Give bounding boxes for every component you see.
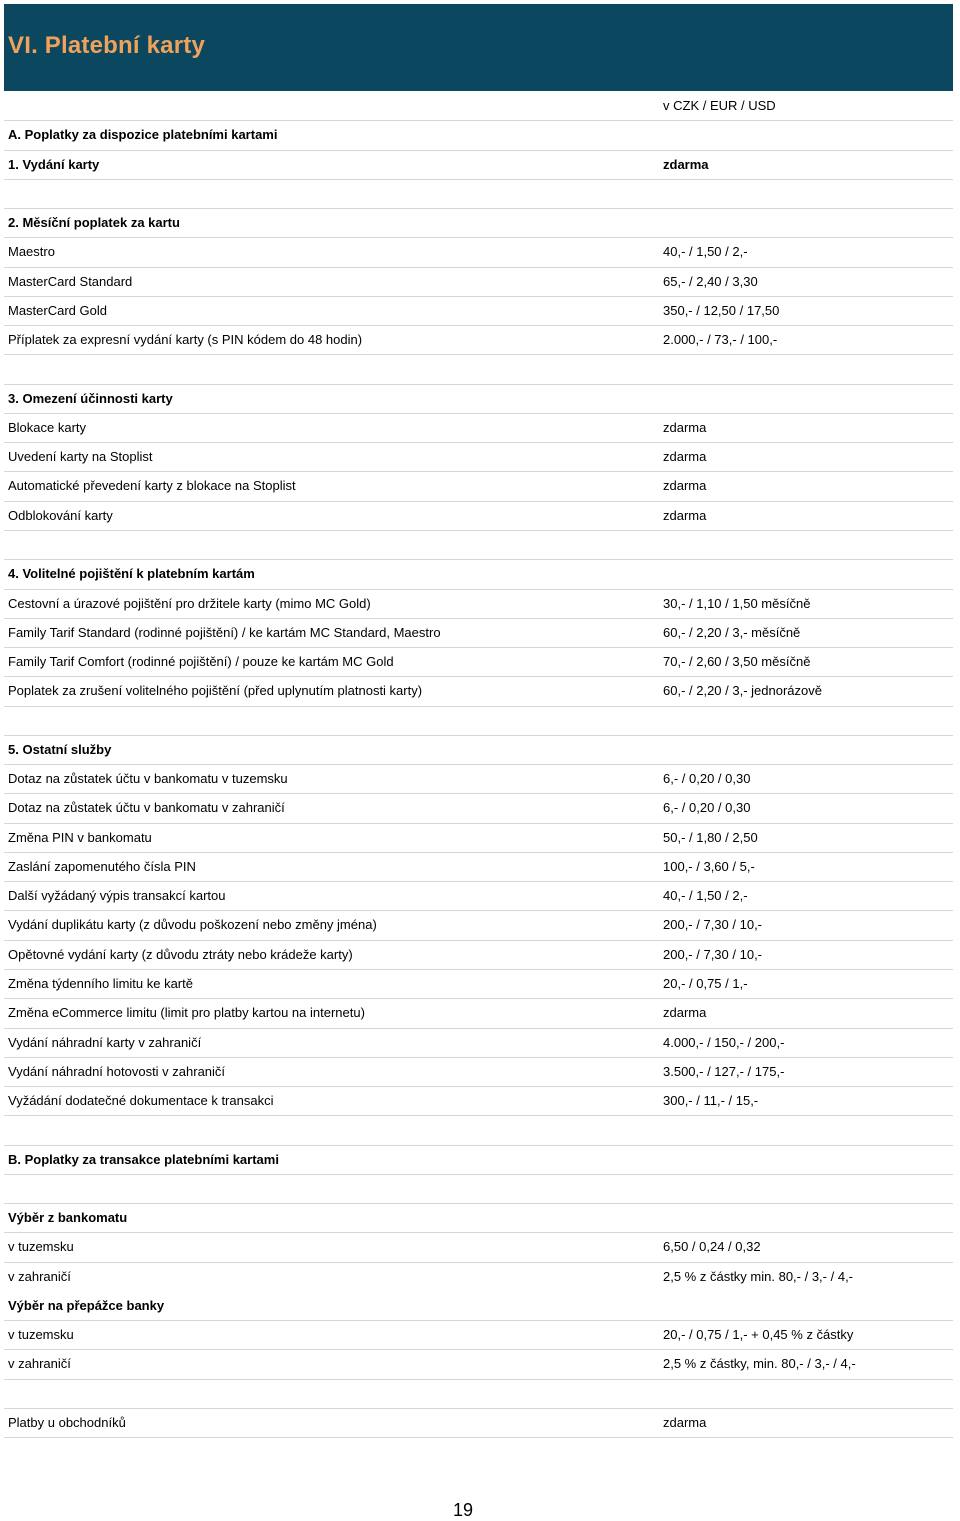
table-row — [4, 151, 953, 180]
blank-row — [4, 180, 953, 209]
fee-label: Family Tarif Standard (rodinné pojištění) / ke kartám MC Standard, Maestro — [8, 624, 441, 640]
fee-label: Vydání náhradní hotovosti v zahraničí — [8, 1063, 226, 1079]
fee-value: 4.000,- / 150,- / 200,- — [663, 1034, 785, 1050]
fee-label: Automatické převedení karty z blokace na Stoplist — [8, 478, 296, 494]
table-row — [4, 1263, 953, 1292]
fee-label: Další vyžádaný výpis transakcí kartou — [8, 888, 226, 904]
fee-label: Uvedení karty na Stoplist — [8, 449, 153, 465]
table-row — [4, 736, 953, 765]
table-row — [4, 999, 953, 1028]
fee-label: Změna týdenního limitu ke kartě — [8, 975, 193, 991]
fee-label: 1. Vydání karty — [8, 156, 100, 172]
blank-row — [4, 707, 953, 736]
fee-label: Platby u obchodníků — [8, 1414, 126, 1430]
fee-label: Dotaz na zůstatek účtu v bankomatu v tuzemsku — [8, 771, 288, 787]
fee-value: 40,- / 1,50 / 2,- — [663, 888, 748, 904]
fee-label: Cestovní a úrazové pojištění pro držitele karty (mimo MC Gold) — [8, 595, 371, 611]
fee-label: 3. Omezení účinnosti karty — [8, 390, 173, 406]
fee-label: v zahraničí — [8, 1356, 71, 1372]
fee-label: 4. Volitelné pojištění k platebním kartám — [8, 566, 255, 582]
fee-value: v CZK / EUR / USD — [663, 98, 776, 113]
table-row — [4, 765, 953, 794]
table-row — [4, 794, 953, 823]
table-row — [4, 941, 953, 970]
table-row — [4, 1350, 953, 1379]
table-row — [4, 911, 953, 940]
fee-value: 350,- / 12,50 / 17,50 — [663, 302, 780, 318]
page-title: VI. Platební karty — [8, 32, 206, 59]
blank-row — [4, 531, 953, 560]
fee-value: 2,5 % z částky, min. 80,- / 3,- / 4,- — [663, 1356, 856, 1372]
table-row — [4, 560, 953, 589]
table-row — [4, 648, 953, 677]
fee-label: v zahraničí — [8, 1268, 71, 1284]
table-row — [4, 238, 953, 267]
table-row — [4, 209, 953, 238]
table-row — [4, 92, 953, 121]
table-row — [4, 1146, 953, 1175]
fee-value: zdarma — [663, 1414, 707, 1430]
table-row — [4, 443, 953, 472]
fee-label: Dotaz na zůstatek účtu v bankomatu v zahraničí — [8, 800, 285, 816]
table-row — [4, 970, 953, 999]
fee-label: Vydání duplikátu karty (z důvodu poškození nebo změny jména) — [8, 917, 377, 933]
fee-value: 2.000,- / 73,- / 100,- — [663, 332, 778, 348]
fee-value: 20,- / 0,75 / 1,- — [663, 975, 748, 991]
fee-label: Vydání náhradní karty v zahraničí — [8, 1034, 202, 1050]
fee-value: 6,- / 0,20 / 0,30 — [663, 771, 751, 787]
table-row — [4, 1029, 953, 1058]
fee-value: zdarma — [663, 478, 707, 494]
fee-label: Změna PIN v bankomatu — [8, 829, 152, 845]
fee-value: 100,- / 3,60 / 5,- — [663, 858, 755, 874]
fee-value: 2,5 % z částky min. 80,- / 3,- / 4,- — [663, 1268, 854, 1284]
table-row — [4, 385, 953, 414]
blank-row — [4, 355, 953, 384]
fee-label: Výběr z bankomatu — [8, 1210, 128, 1226]
table-row — [4, 1233, 953, 1262]
section-header — [4, 4, 953, 91]
fee-value: zdarma — [663, 449, 707, 465]
fee-value: 60,- / 2,20 / 3,- jednorázově — [663, 683, 822, 699]
fee-value: 300,- / 11,- / 15,- — [663, 1093, 759, 1109]
table-row — [4, 1058, 953, 1087]
fee-label: v tuzemsku — [8, 1327, 74, 1343]
fee-value: zdarma — [663, 156, 709, 172]
fee-label: Změna eCommerce limitu (limit pro platby kartou na internetu) — [8, 1005, 365, 1021]
fee-value: 50,- / 1,80 / 2,50 — [663, 829, 758, 845]
fee-label: Zaslání zapomenutého čísla PIN — [8, 858, 196, 874]
fee-table — [4, 92, 953, 1438]
fee-value: 6,50 / 0,24 / 0,32 — [663, 1239, 761, 1255]
fee-label: MasterCard Gold — [8, 302, 107, 318]
fee-value: 60,- / 2,20 / 3,- měsíčně — [663, 624, 801, 640]
fee-label: A. Poplatky za dispozice platebními kartami — [8, 127, 278, 143]
fee-value: zdarma — [663, 1005, 707, 1021]
table-row — [4, 297, 953, 326]
fee-label: Family Tarif Comfort (rodinné pojištění) / pouze ke kartám MC Gold — [8, 654, 394, 670]
fee-label: Opětovné vydání karty (z důvodu ztráty nebo krádeže karty) — [8, 946, 353, 962]
fee-value: zdarma — [663, 419, 707, 435]
fee-value: 6,- / 0,20 / 0,30 — [663, 800, 751, 816]
table-row — [4, 882, 953, 911]
fee-value: 40,- / 1,50 / 2,- — [663, 244, 748, 260]
table-row — [4, 853, 953, 882]
fee-value: 65,- / 2,40 / 3,30 — [663, 273, 758, 289]
blank-row — [4, 1175, 953, 1204]
table-row — [4, 590, 953, 619]
fee-label: Odblokování karty — [8, 507, 113, 523]
page-number: 19 — [452, 1500, 474, 1520]
fee-label: v tuzemsku — [8, 1239, 74, 1255]
table-row — [4, 1409, 953, 1438]
table-row — [4, 326, 953, 355]
fee-label: B. Poplatky za transakce platebními kartami — [8, 1151, 279, 1167]
table-row — [4, 472, 953, 501]
table-row — [4, 414, 953, 443]
fee-label: Maestro — [8, 244, 55, 260]
table-row — [4, 677, 953, 706]
fee-label: Poplatek za zrušení volitelného pojištění (před uplynutím platnosti karty) — [8, 683, 423, 699]
fee-label: Vyžádání dodatečné dokumentace k transakci — [8, 1093, 274, 1109]
fee-label: MasterCard Standard — [8, 273, 133, 289]
fee-value: 200,- / 7,30 / 10,- — [663, 917, 763, 933]
table-row — [4, 619, 953, 648]
blank-row — [4, 1116, 953, 1145]
table-row — [4, 824, 953, 853]
table-row — [4, 502, 953, 531]
table-row — [4, 1087, 953, 1116]
table-row — [4, 1292, 953, 1321]
fee-value: 70,- / 2,60 / 3,50 měsíčně — [663, 654, 811, 670]
fee-value: 3.500,- / 127,- / 175,- — [663, 1063, 785, 1079]
table-row — [4, 121, 953, 150]
table-row — [4, 1204, 953, 1233]
table-row — [4, 268, 953, 297]
table-row — [4, 1321, 953, 1350]
fee-value: 200,- / 7,30 / 10,- — [663, 946, 763, 962]
fee-value: zdarma — [663, 507, 707, 523]
fee-label: Výběr na přepážce banky — [8, 1297, 165, 1313]
fee-label: Příplatek za expresní vydání karty (s PIN kódem do 48 hodin) — [8, 332, 363, 348]
fee-value: 20,- / 0,75 / 1,- + 0,45 % z částky — [663, 1327, 854, 1343]
fee-label: 2. Měsíční poplatek za kartu — [8, 215, 180, 231]
blank-row — [4, 1380, 953, 1409]
fee-value: 30,- / 1,10 / 1,50 měsíčně — [663, 595, 811, 611]
fee-label: Blokace karty — [8, 419, 87, 435]
fee-label: 5. Ostatní služby — [8, 741, 112, 757]
